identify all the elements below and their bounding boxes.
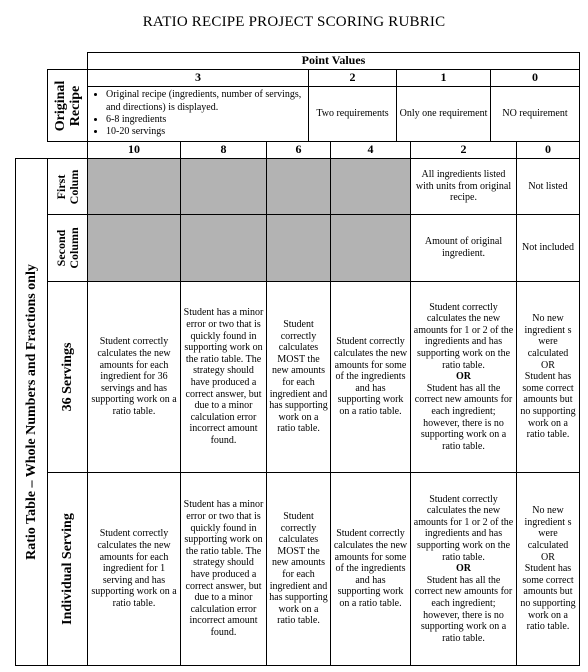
first-4-gray-cell — [330, 158, 411, 215]
individual-0-or: OR — [541, 551, 555, 563]
individual-2-text-b: Student has all the correct new amounts for each ingredient; however, there is no supporting work on a ratio table. — [414, 574, 513, 644]
individual-8-text: Student has a minor error or two that is quickly found in supporting work on the ratio table. The strategy should have produced a correct answer, but due to a minor calculation error incorrect amount found. — [183, 499, 264, 638]
second-0-text: Not included — [522, 242, 574, 254]
individual-10-cell — [87, 472, 181, 666]
points-1-label: 1 — [440, 70, 447, 85]
original-recipe-3-cell — [87, 86, 309, 142]
second-10-gray-cell — [87, 214, 181, 282]
ratio-table-side-label-cell — [15, 158, 48, 666]
second-2-text: Amount of original ingredient. — [424, 236, 503, 259]
first-0-text: Not listed — [528, 180, 568, 192]
first-column-label-line1: First — [53, 174, 68, 199]
points-3-header — [87, 69, 309, 87]
individual-6-text: Student correctly calculates MOST the new amounts for each ingredient and has supporting work on a ratio table. — [269, 511, 328, 627]
servings36-4-cell — [330, 281, 411, 473]
individual-2-cell — [410, 472, 517, 666]
first-column-label-line2: Colum — [66, 169, 81, 204]
first-6-gray-cell — [266, 158, 331, 215]
first-column-label-cell — [47, 158, 88, 215]
servings36-0-text-a: No new ingredient s were calculated — [524, 313, 572, 360]
second-column-label — [55, 227, 81, 268]
points-4-header — [330, 141, 411, 159]
servings36-label: 36 Servings — [59, 342, 75, 412]
points-3-label: 3 — [195, 70, 201, 85]
point-values-label: Point Values — [301, 53, 366, 68]
points-4-label: 4 — [367, 142, 374, 157]
second-column-label-line2: Column — [66, 227, 81, 269]
original-recipe-label — [53, 80, 83, 131]
points-2-header — [308, 69, 397, 87]
point-values-header — [87, 52, 580, 70]
original-recipe-1-cell — [396, 86, 491, 142]
original-recipe-label-line2: Recipe — [67, 85, 83, 126]
servings36-2-text-b: Student has all the correct new amounts for each ingredient; however, there is no supporting work on a ratio table. — [414, 382, 513, 452]
points-8-label: 8 — [220, 142, 227, 157]
individual-label-cell — [47, 472, 88, 666]
servings36-2-cell — [410, 281, 517, 473]
servings36-4-text: Student correctly calculates the new amounts for some of the ingredients and has supporting work on a ratio table. — [333, 336, 408, 417]
points-2-label: 2 — [349, 70, 356, 85]
servings36-10-cell — [87, 281, 181, 473]
individual-8-cell — [180, 472, 267, 666]
first-2-cell — [410, 158, 517, 215]
original-recipe-2-cell — [308, 86, 397, 142]
individual-4-text: Student correctly calculates the new amounts for some of the ingredients and has supporting work on a ratio table. — [333, 528, 408, 609]
individual-4-cell — [330, 472, 411, 666]
points-6-header — [266, 141, 331, 159]
servings36-8-cell — [180, 281, 267, 473]
first-8-gray-cell — [180, 158, 267, 215]
servings36-2-or: OR — [456, 371, 471, 383]
points-8-header — [180, 141, 267, 159]
original-recipe-label-cell — [47, 69, 88, 142]
individual-2-text-a: Student correctly calculates the new amounts for 1 or 2 of the ingredients and has supporting work on the ratio table. — [413, 493, 514, 563]
second-6-gray-cell — [266, 214, 331, 282]
second-column-label-cell — [47, 214, 88, 282]
original-recipe-requirements-list — [90, 89, 306, 139]
points-0r-label: 0 — [545, 142, 551, 157]
original-recipe-2-text: Two requirements — [316, 108, 389, 120]
servings36-0-or: OR — [541, 359, 555, 371]
points-0-header — [490, 69, 580, 87]
points-10-label: 10 — [128, 142, 140, 157]
points-2r-header — [410, 141, 517, 159]
requirement-item: • 10-20 servings — [106, 126, 306, 138]
servings36-label-cell — [47, 281, 88, 473]
servings36-0-cell — [516, 281, 580, 473]
original-recipe-0-cell — [490, 86, 580, 142]
individual-0-cell — [516, 472, 580, 666]
second-2-cell — [410, 214, 517, 282]
servings36-6-text: Student correctly calculates MOST the new amounts for each ingredient and has supporting work on a ratio table. — [269, 319, 328, 435]
servings36-8-text: Student has a minor error or two that is quickly found in supporting work on the ratio table. The strategy should have produced a correct answer, but due to a minor calculation error incorrect amount found. — [183, 307, 264, 446]
individual-10-text: Student correctly calculates the new amounts for each ingredient for 1 serving and has supporting work on a ratio table. — [91, 528, 177, 609]
first-2-text: All ingredients listed with units from original recipe. — [415, 169, 512, 204]
requirement-item: • Original recipe (ingredients, number of servings, and directions) is displayed. — [106, 89, 306, 114]
first-10-gray-cell — [87, 158, 181, 215]
individual-label: Individual Serving — [59, 513, 75, 625]
individual-0-text-a: No new ingredient s were calculated — [524, 505, 572, 552]
second-4-gray-cell — [330, 214, 411, 282]
points-2r-label: 2 — [460, 142, 467, 157]
requirement-item: • 6-8 ingredients — [106, 114, 306, 126]
servings36-6-cell — [266, 281, 331, 473]
points-10-header — [87, 141, 181, 159]
points-1-header — [396, 69, 491, 87]
individual-0-text-b: Student has some correct amounts but no supporting work on a ratio table. — [520, 563, 576, 633]
page-title: RATIO RECIPE PROJECT SCORING RUBRIC — [142, 14, 446, 30]
individual-6-cell — [266, 472, 331, 666]
points-0r-header — [516, 141, 580, 159]
second-0-cell — [516, 214, 580, 282]
servings36-10-text: Student correctly calculates the new amounts for each ingredient for 36 servings and has supporting work on a ratio table. — [91, 336, 177, 417]
original-recipe-label-line1: Original — [52, 80, 68, 131]
original-recipe-0-text: NO requirement — [502, 108, 568, 120]
points-0-label: 0 — [532, 70, 538, 85]
original-recipe-1-text: Only one requirement — [399, 108, 488, 120]
ratio-table-side-label: Ratio Table – Whole Numbers and Fractions only — [23, 264, 39, 560]
servings36-0-text-b: Student has some correct amounts but no supporting work on a ratio table. — [520, 371, 576, 441]
first-column-label — [55, 169, 81, 204]
individual-2-or: OR — [456, 563, 471, 575]
second-8-gray-cell — [180, 214, 267, 282]
points-6-label: 6 — [295, 142, 302, 157]
servings36-2-text-a: Student correctly calculates the new amounts for 1 or 2 of the ingredients and has supporting work on the ratio table. — [413, 301, 514, 371]
first-0-cell — [516, 158, 580, 215]
second-column-label-line1: Second — [53, 229, 68, 267]
